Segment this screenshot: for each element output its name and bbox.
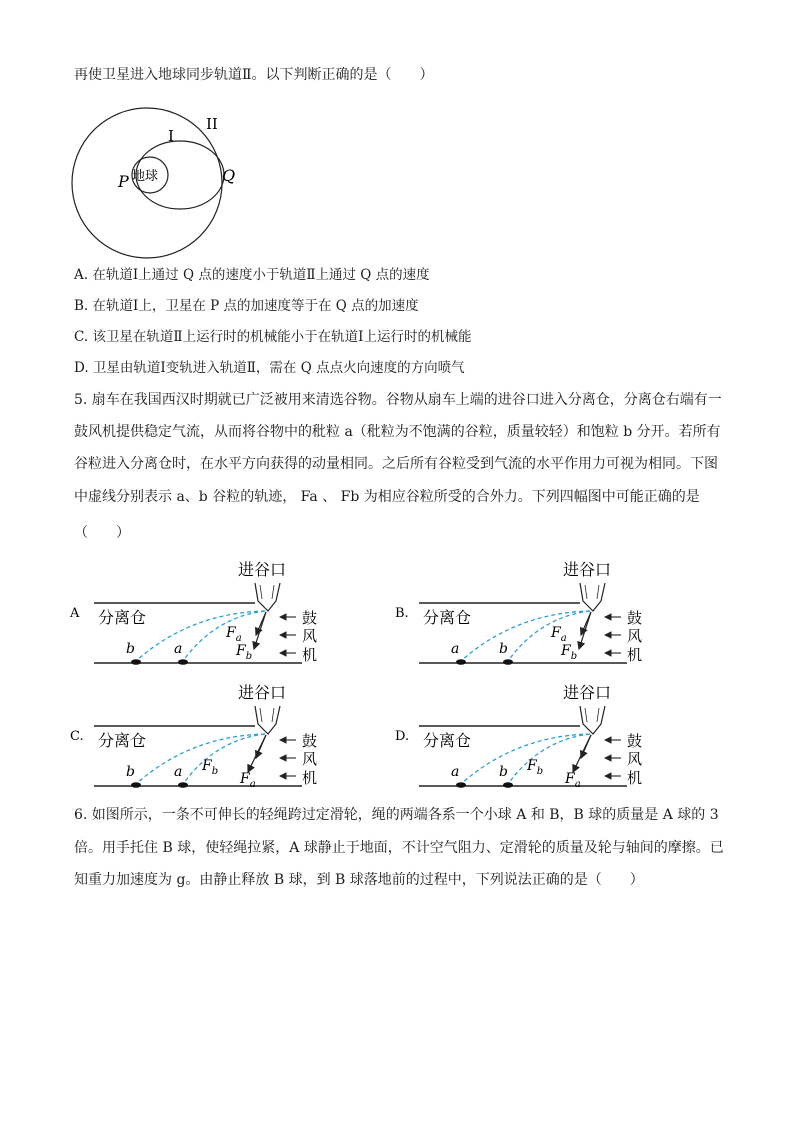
inlet-label: 进谷口 [563,683,612,702]
force-vector-lower [254,612,266,649]
fan-char-1: 鼓 [302,609,318,627]
separator-panel-a [70,555,370,677]
fan-char-3: 机 [302,769,318,787]
trajectory-near [183,611,265,661]
force-label-upper: $F_b$ [527,758,544,777]
grain-left [131,782,141,788]
inlet-funnel [255,706,280,734]
orbit-ii-label: II [206,115,218,133]
q5-line-4: 中虚线分别表示 a、b 谷粒的轨迹， Fa 、 Fb 为相应谷粒所受的合外力。下列四幅图中可能正确的是 [74,489,700,505]
fan-char-3: 机 [627,769,643,787]
force-vector-lower [579,612,591,649]
separator-panel-d [395,678,695,800]
panel-label: D. [395,729,410,744]
q6-line-2: 倍。用手托住 B 球，使轻绳拉紧，A 球静止于地面，不计空气阻力、定滑轮的质量及轮与轴间的摩擦。已 [74,840,724,856]
inlet-label: 进谷口 [563,560,612,579]
q5-line-2: 鼓风机提供稳定气流，从而将谷物中的秕粒 a（秕粒为不饱满的谷粒，质量较轻）和饱粒 b 分开。若所有 [74,424,721,440]
grain-left [456,659,466,665]
trajectory-near [508,611,590,661]
q6-line-1: 6. 如图所示，一条不可伸长的轻绳跨过定滑轮，绳的两端各系一个小球 A 和 B，B 球的质量是 A 球的 3 [74,807,719,823]
separator-panel-c [70,678,370,800]
orbit-figure [70,105,250,265]
inlet-label: 进谷口 [238,683,287,702]
chamber-label: 分离仓 [423,731,472,750]
separator-panel-b [395,555,695,677]
orbit-i-label: I [168,127,174,145]
fan-char-2: 风 [627,750,643,768]
force-label-upper: $F_a$ [226,625,242,644]
inlet-funnel [580,583,605,611]
trajectory-near [508,734,590,784]
q5-line-5: （ ） [74,525,130,541]
grain-left-label: b [126,764,135,780]
grain-right [503,659,513,665]
trajectory-near [183,734,265,784]
grain-left-label: b [126,641,135,657]
fan-char-1: 鼓 [627,609,643,627]
inlet-funnel [255,583,280,611]
grain-left-label: a [451,764,460,780]
point-p-label: P [118,172,129,191]
force-label-upper: $F_b$ [202,758,219,777]
grain-right-label: a [174,764,183,780]
panel-label: C. [70,729,84,744]
q5-line-3: 谷粒进入分离仓时，在水平方向获得的动量相同。之后所有谷粒受到气流的水平作用力可视为相同。下图 [74,456,718,472]
inlet-label: 进谷口 [238,560,287,579]
fan-char-1: 鼓 [302,732,318,750]
force-label-lower: $F_a$ [240,771,256,790]
grain-left [456,782,466,788]
q4-stem-tail: 再使卫星进入地球同步轨道Ⅱ。以下判断正确的是（ ） [74,67,434,83]
force-vector-lower [256,735,266,758]
grain-right [178,782,188,788]
fan-char-2: 风 [627,627,643,645]
fan-char-2: 风 [302,750,318,768]
force-label-lower: $F_a$ [565,771,581,790]
panel-label: B. [395,606,409,621]
grain-right-label: a [174,641,183,657]
q5-line-1: 5. 扇车在我国西汉时期就已广泛被用来清选谷物。谷物从扇车上端的进谷口进入分离仓，分离仓右端有一 [74,392,722,408]
chamber-label: 分离仓 [423,608,472,627]
chamber-label: 分离仓 [98,608,147,627]
point-q-label: Q [222,166,236,185]
q6-line-3: 知重力加速度为 g。由静止释放 B 球，到 B 球落地前的过程中，下列说法正确的是（ ） [74,872,644,888]
q4-option-b: B. 在轨道Ⅰ上，卫星在 P 点的加速度等于在 Q 点的加速度 [74,298,419,314]
fan-char-2: 风 [302,627,318,645]
force-label-upper: $F_a$ [551,625,567,644]
force-vector-lower [581,735,591,758]
fan-char-1: 鼓 [627,732,643,750]
grain-left [131,659,141,665]
grain-right-label: b [499,764,508,780]
q4-option-d: D. 卫星由轨道Ⅰ变轨进入轨道Ⅱ，需在 Q 点点火向速度的方向喷气 [74,360,465,376]
grain-right [503,782,513,788]
fan-char-3: 机 [302,646,318,664]
chamber-label: 分离仓 [98,731,147,750]
earth-label: 地球 [132,169,159,184]
q4-option-c: C. 该卫星在轨道Ⅱ上运行时的机械能小于在轨道Ⅰ上运行时的机械能 [74,329,472,345]
force-label-lower: $F_b$ [561,643,578,662]
grain-right-label: b [499,641,508,657]
force-label-lower: $F_b$ [236,643,253,662]
inlet-funnel [580,706,605,734]
q4-option-a: A. 在轨道Ⅰ上通过 Q 点的速度小于轨道Ⅱ上通过 Q 点的速度 [74,267,430,283]
grain-right [178,659,188,665]
fan-char-3: 机 [627,646,643,664]
grain-left-label: a [451,641,460,657]
panel-label: A [70,606,80,621]
